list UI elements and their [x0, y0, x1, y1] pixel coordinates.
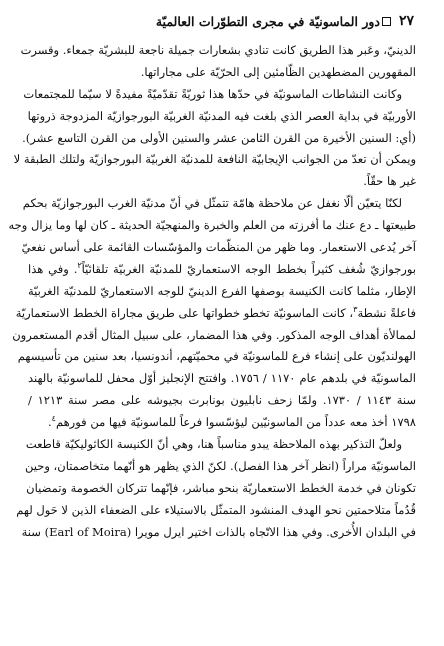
text-segment: بورجوازيّ شُغف كثيراً بخطط الوجه الاستعماريّ للمدنيّة الغربيّة تلقائيّاً: [81, 261, 416, 276]
text-line: الماسونيّة في بلدهم عام ١١٧٠ / ١٧٥٦. وافتتح الإنجليز أوّل محفل للماسونيّة بالهند: [28, 371, 416, 386]
text-line: غير ها حقّاً.: [363, 174, 416, 189]
text-segment: .: [48, 415, 52, 430]
text-line: المقهورين المضطهدين الظّامئين إلى الحرّيّة على مجاراتها.: [140, 64, 416, 79]
text-line: لممالأة أهداف الوجه المذكور. وفي هذا المضمار، على سبيل المثال أقدم المستعمرون: [12, 327, 416, 342]
running-title: دور الماسونيّة في مجرى التطوّرات العالميّة: [155, 13, 380, 29]
text-line: لكنّا يتعيّن ألّا نغفل عن ملاحظة هامّة تتمثّل في أنّ مدنيّة الغرب البورجوازيّة بحكم: [22, 196, 402, 211]
text-line: وكانت النشاطات الماسونيّة في حدّها هذا ثوريّةً تقدّميّةً مفيدةً لا سيّما للمجتمعات: [23, 86, 402, 101]
text-line: الإطار، مثلما كانت الكنيسة بوصفها الفرع الدينيّ للوجه الاستعماريّ للمدنيّة الغربيّة: [28, 283, 416, 298]
text-line: الدينيّ، وعَبر هذا الطريق كانت تنادي بشعارات جميلة ناجعة للبشريّة جمعاء. وقسرت: [20, 43, 416, 57]
text-line: [28, 412, 416, 434]
body-text: [8, 40, 417, 640]
text-line: في البلدان الأُخرى. وفي هذا الاتّجاه بالذات اختير ايرل مويرا (Earl of Moira) سنة: [21, 524, 416, 539]
text-segment: . وفي هذا: [28, 261, 78, 276]
text-line: سنة ١١٤٣ / ١٧٣٠. ولمّا زحف نابليون بونابرت بجيوشه على مصر سنة ١٢١٣ /: [28, 393, 417, 408]
paragraph: [20, 40, 416, 84]
text-line: ولعلّ التذكير بهذه الملاحظة يبدو مناسباً هنا، وهي أنّ الكنيسة الكاثوليكيّة قاطعت: [25, 437, 402, 452]
text-segment: ، كانت الماسونيّة تخطو خطواتها على طريق مجاراة الخطط الاستعماريّة: [15, 305, 354, 320]
text-line: قُدُماً متلاحمتين نحو الهدف المنشود المتمثّل بالاستيلاء على الضعفاء الذين لا حَول لهم: [16, 502, 416, 517]
footnote-marker: ٣: [353, 304, 358, 314]
paragraph: [16, 434, 416, 543]
text-line: آخر يُدعى الاستعمار. وما ظهر من المنظّمات والمؤسّسات القائمة على أساس نفعيّ: [21, 240, 416, 255]
text-line: [28, 259, 416, 281]
footnote-marker: ٢: [77, 261, 82, 271]
text-line: الماسونيّة مراراً (انظر آخر هذا الفصل). لكنّ الذي يظهر هو أنّهما متخاصمتان، وحين: [25, 458, 416, 473]
header-separator-box-icon: [382, 17, 391, 26]
page-number: ٢٧: [398, 13, 414, 29]
text-line: الهولنديّون على إنشاء فرع للماسونيّة في محميّتهم، أندونسيا، بعد سنين من تأسيسهم: [17, 349, 416, 364]
text-line: تكونان في خدمة الخطط الاستعماريّة بنحو مباشر، فإنّهما تتركان الخصومة وتمضيان: [26, 480, 416, 495]
text-line: (أي: السنين الأخيرة من القرن الثامن عشر والسنين الأولى من القرن التاسع عشر).: [22, 130, 416, 145]
paragraph: [8, 193, 417, 434]
footnote-marker: ٤: [51, 414, 56, 424]
text-line: الأوربيّة في بداية العصر الذي بلغت فيه المدنيّة الغربيّة البورجوازيّة المزدوجة ذروتها: [27, 108, 416, 123]
text-segment: فاعلةً نشطة: [357, 305, 416, 320]
paragraph: [13, 84, 416, 193]
text-line: طبيعتها ـ دع عنك ما أفرزته من العلم والخبرة والمنهجيّة الحديثة ـ كان لها وما يزال وجه: [8, 218, 416, 233]
text-segment: ١٧٩٨ أخذ معه عدداً من الماسونيّين ليؤسّسوا فرعاً للماسونيّة فيها من فورهم: [55, 415, 416, 430]
text-line: ويمكن أن تعدّ من الجوانب الإيجابيّة النافعة للمدنيّة الغربيّة البورجوازيّة ولتلك الطبقة لا: [13, 152, 416, 167]
running-header: [28, 10, 414, 32]
text-line: [15, 303, 416, 325]
